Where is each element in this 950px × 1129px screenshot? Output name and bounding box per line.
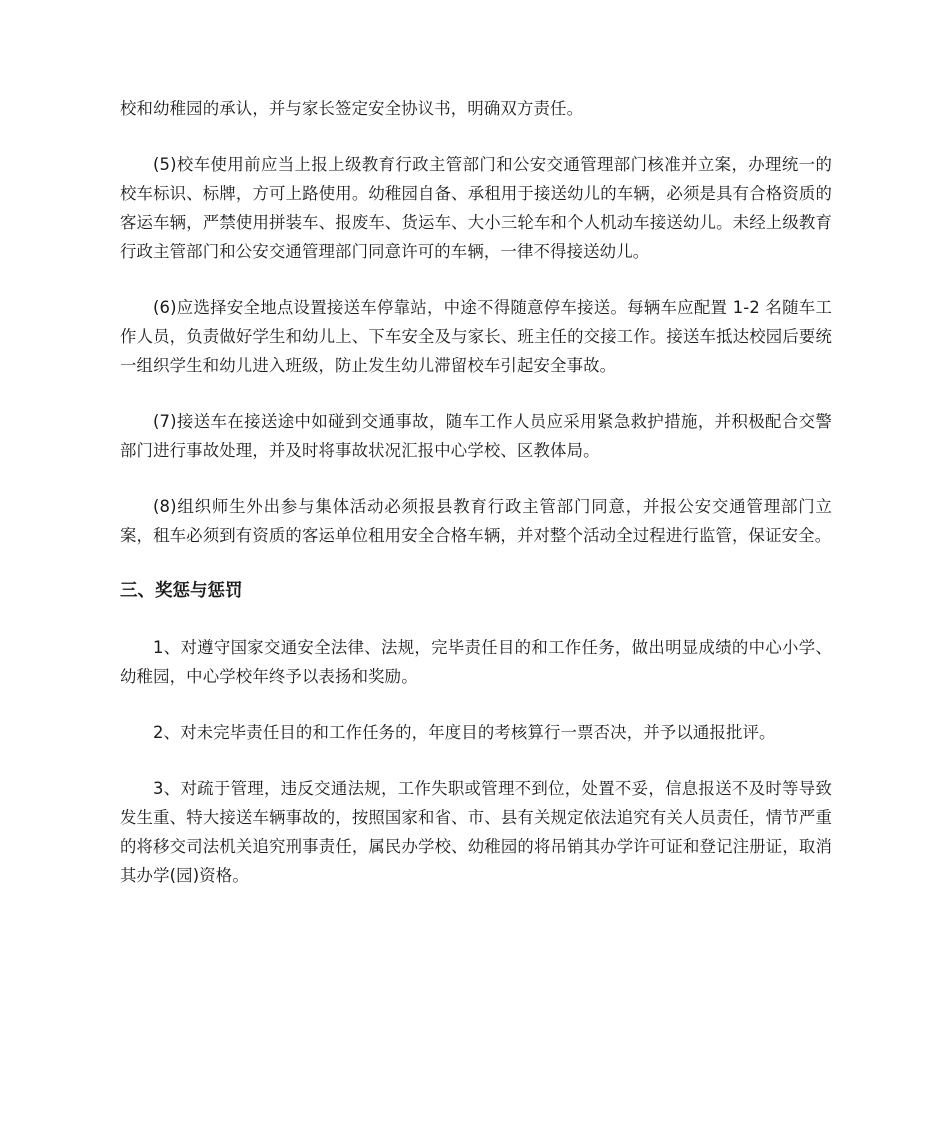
document-body [120,94,832,917]
section-paragraph-2: 2、对未完毕责任目的和工作任务的，年度目的考核算行一票否决，并予以通报批评。 [153,723,776,742]
paragraph-item-6: (6)应选择安全地点设置接送车停靠站，中途不得随意停车接送。每辆车应配置 1-2 名随车工作人员，负责做好学生和幼儿上、下车安全及与家长、班主任的交接工作。接送车抵达校园后要统一组织学生和幼儿进入班级，防止发生幼儿滞留校车引起安全事故。 [120,298,832,375]
paragraph-continued: 校和幼稚园的承认，并与家长签定安全协议书，明确双方责任。 [120,99,584,118]
section-heading: 三、奖惩与惩罚 [120,581,243,601]
paragraph-item-5: (5)校车使用前应当上报上级教育行政主管部门和公安交通管理部门核准并立案，办理统一的校车标识、标牌，方可上路使用。幼稚园自备、承租用于接送幼儿的车辆，必须是具有合格资质的客运车辆，严禁使用拼装车、报废车、货运车、大小三轮车和个人机动车接送幼儿。未经上级教育行政主管部门和公安交通管理部门同意许可的车辆，一律不得接送幼儿。 [120,155,832,261]
section-paragraph-1: 1、对遵守国家交通安全法律、法规，完毕责任目的和工作任务，做出明显成绩的中心小学、幼稚园，中心学校年终予以表扬和奖励。 [120,638,832,686]
paragraph-item-8: (8)组织师生外出参与集体活动必须报县教育行政主管部门同意，并报公安交通管理部门立案，租车必须到有资质的客运单位租用安全合格车辆，并对整个活动全过程进行监管，保证安全。 [120,497,832,545]
section-paragraph-3: 3、对疏于管理，违反交通法规，工作失职或管理不到位，处置不妥，信息报送不及时等导致发生重、特大接送车辆事故的，按照国家和省、市、县有关规定依法追究有关人员责任，情节严重的将移交司法机关追究刑事责任，属民办学校、幼稚园的将吊销其办学许可证和登记注册证，取消其办学(园)资格。 [120,779,832,885]
paragraph-item-7: (7)接送车在接送途中如碰到交通事故，随车工作人员应采用紧急救护措施，并积极配合交警部门进行事故处理，并及时将事故状况汇报中心学校、区教体局。 [120,412,832,460]
